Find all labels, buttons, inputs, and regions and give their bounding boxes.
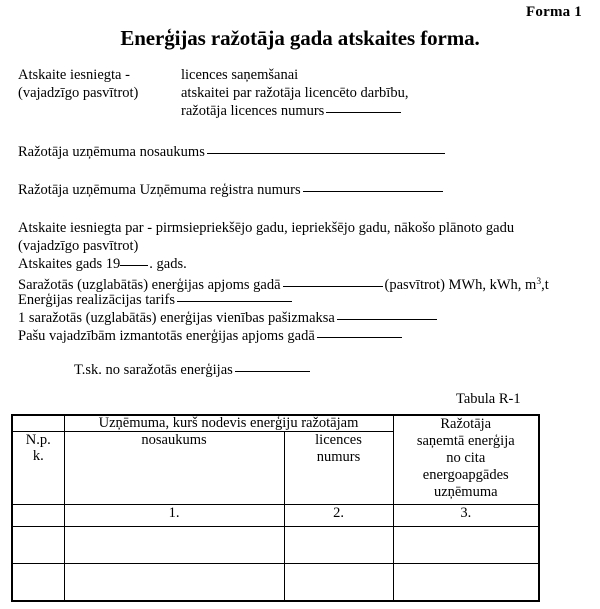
report-period-line: Atskaite iesniegta par - pirmsiepriekšējo gadu, iepriekšējo gadu, nākošo plānoto gadu	[18, 220, 515, 236]
produced-volume-units	[385, 277, 549, 293]
submission-label-line-2: (vajadzīgo pasvītrot)	[18, 85, 139, 101]
cell-licence[interactable]	[284, 564, 393, 602]
suppliers-table	[11, 414, 540, 602]
unit-cost-label: 1 saražotās (uzglabātās) enerģijas vienības pašizmaksa	[18, 310, 335, 326]
company-register-label: Ražotāja uzņēmuma Uzņēmuma reģistra numurs	[18, 182, 301, 198]
numbering-cell-licence: 2.	[284, 505, 393, 527]
own-use-label: Pašu vajadzībām izmantotās enerģijas apjoms gadā	[18, 328, 315, 344]
header-cell-np	[12, 432, 64, 505]
including-produced-label: T.sk. no saražotās enerģijas	[74, 362, 233, 378]
own-use-line	[18, 327, 404, 345]
cell-np[interactable]	[12, 564, 64, 602]
report-period-note: (vajadzīgo pasvītrot)	[18, 238, 139, 254]
tariff-blank[interactable]	[177, 292, 292, 302]
produced-volume-units-suffix: ,t	[541, 277, 549, 293]
table-numbering-row	[12, 505, 539, 527]
header-cell-name: nosaukums	[64, 432, 284, 505]
unit-cost-line	[18, 309, 439, 327]
tariff-line	[18, 291, 294, 309]
received-energy-line-4: energoapgādes	[422, 467, 509, 483]
company-name-field-line	[18, 143, 447, 161]
form-number-label: Forma 1	[526, 4, 582, 20]
own-use-blank[interactable]	[317, 328, 402, 338]
cell-received[interactable]	[393, 564, 539, 602]
submission-type-right-column	[181, 66, 600, 120]
licence-number-line-2: numurs	[316, 449, 361, 465]
produced-volume-label: Saražotās (uzglabātās) enerģijas apjoms gadā	[18, 277, 281, 293]
header-cell-received-energy	[393, 415, 539, 505]
received-energy-line-1: Ražotāja	[440, 416, 492, 432]
received-energy-line-3: no cita	[446, 450, 486, 466]
company-register-blank[interactable]	[303, 182, 443, 192]
received-energy-line-5: uzņēmuma	[433, 484, 498, 500]
company-name-blank[interactable]	[207, 144, 445, 154]
table-caption: Tabula R-1	[456, 391, 521, 407]
header-cell-np-spacer	[12, 415, 64, 432]
company-name-label: Ražotāja uzņēmuma nosaukums	[18, 144, 205, 160]
tariff-label: Enerģijas realizācijas tarifs	[18, 292, 176, 308]
page-title: Enerģijas ražotāja gada atskaites forma.	[120, 26, 480, 50]
table-row[interactable]	[12, 527, 539, 564]
cell-name[interactable]	[64, 564, 284, 602]
report-year-prefix: Atskaites gads 19	[18, 256, 121, 272]
licence-number-line-1: licences	[315, 432, 362, 448]
numbering-cell-name: 1.	[64, 505, 284, 527]
report-year-suffix: . gads.	[149, 256, 187, 272]
numbering-cell-np	[12, 505, 64, 527]
submission-option-licence-number	[181, 102, 600, 120]
header-cell-licence-number	[284, 432, 393, 505]
submission-label-line-1: Atskaite iesniegta -	[18, 67, 130, 83]
table-header-group-row	[12, 415, 539, 432]
cubic-metre-superscript: 3	[536, 277, 542, 287]
table-row[interactable]	[12, 564, 539, 602]
including-produced-line	[74, 361, 312, 379]
header-cell-supplier-group: Uzņēmuma, kurš nodevis enerģiju ražotājam	[64, 415, 393, 432]
np-line-1: N.p.	[25, 432, 51, 448]
cell-licence[interactable]	[284, 527, 393, 564]
submission-option-licence: licences saņemšanai	[181, 67, 299, 83]
report-year-line	[18, 255, 187, 273]
licence-number-blank[interactable]	[326, 103, 401, 113]
cell-received[interactable]	[393, 527, 539, 564]
unit-cost-blank[interactable]	[337, 310, 437, 320]
cell-name[interactable]	[64, 527, 284, 564]
np-line-2: k.	[32, 448, 44, 464]
cell-np[interactable]	[12, 527, 64, 564]
including-produced-blank[interactable]	[235, 362, 310, 372]
submission-option-licence-number-label: ražotāja licences numurs	[181, 103, 325, 119]
report-year-blank[interactable]	[120, 256, 148, 266]
company-register-field-line	[18, 181, 445, 199]
received-energy-line-2: saņemtā enerģija	[416, 433, 515, 449]
numbering-cell-received: 3.	[393, 505, 539, 527]
produced-volume-units-prefix: (pasvītrot) MWh, kWh, m	[384, 277, 537, 293]
submission-option-report: atskaitei par ražotāja licencēto darbību,	[181, 85, 409, 101]
produced-volume-blank[interactable]	[283, 277, 383, 287]
submission-type-left-column	[18, 66, 178, 102]
